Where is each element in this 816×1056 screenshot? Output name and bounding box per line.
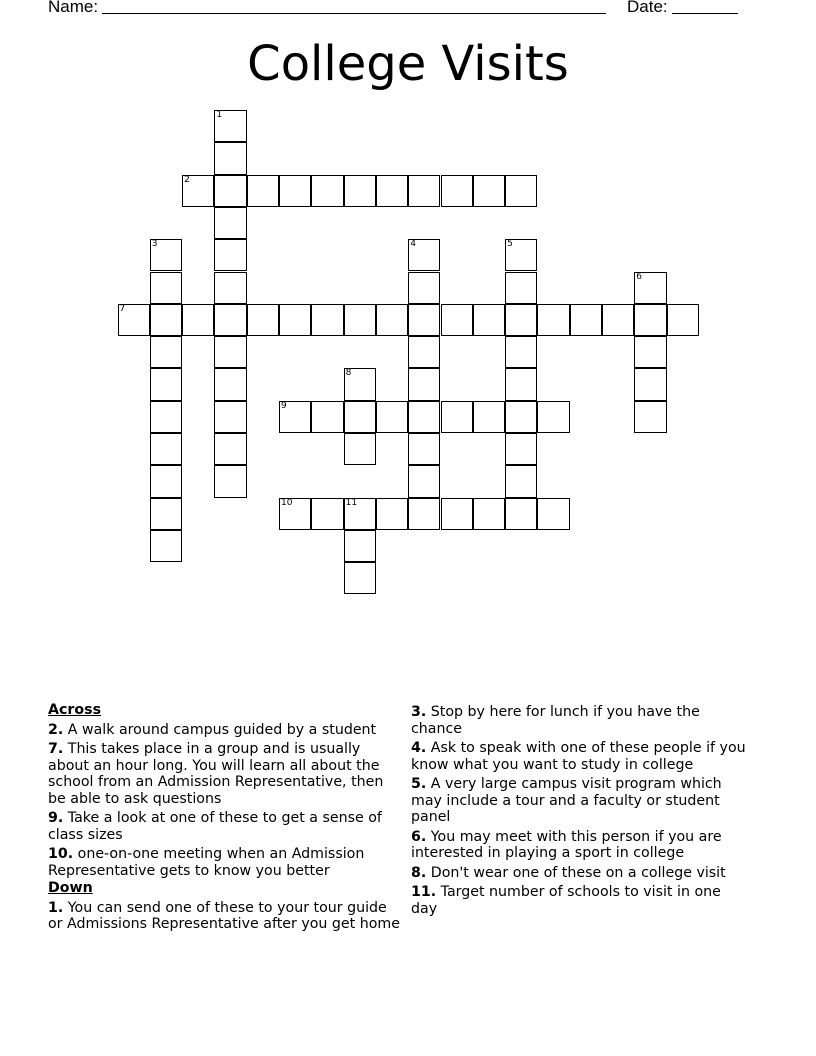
clue-number-label: 5. [411, 776, 427, 792]
grid-cell[interactable] [408, 465, 440, 497]
grid-cell-3[interactable] [150, 239, 182, 271]
grid-cell[interactable] [376, 498, 408, 530]
puzzle-title: College Visits [247, 36, 569, 92]
grid-cell[interactable] [634, 336, 666, 368]
clue-number: 5 [507, 239, 513, 250]
clue-number-label: 10. [48, 846, 74, 862]
grid-cell[interactable] [441, 498, 473, 530]
grid-cell[interactable] [182, 304, 214, 336]
grid-cell[interactable] [441, 304, 473, 336]
clue-number: 3 [151, 239, 158, 250]
clues-column-left [48, 701, 404, 933]
grid-cell[interactable] [214, 239, 246, 271]
grid-cell[interactable] [279, 175, 311, 207]
grid-cell[interactable] [537, 498, 569, 530]
clue-text: Take a look at one of these to get a sense of class sizes [48, 810, 382, 843]
grid-cell[interactable] [634, 368, 666, 400]
clue-text: one-on-one meeting when an Admission Representative gets to know you better [48, 846, 365, 879]
grid-cell[interactable] [311, 498, 343, 530]
clue-text: You can send one of these to your tour guide or Admissions Representative after you get home [48, 899, 400, 932]
clue-text: Target number of schools to visit in one day [411, 884, 721, 917]
grid-cell[interactable] [311, 175, 343, 207]
name-label: Name: [48, 0, 99, 16]
grid-cell[interactable] [408, 401, 440, 433]
clue-number: 11 [345, 497, 358, 508]
grid-cell[interactable] [408, 272, 440, 304]
grid-cell[interactable] [634, 401, 666, 433]
grid-cell[interactable] [537, 304, 569, 336]
down-clue [411, 704, 751, 737]
grid-cell[interactable] [441, 175, 473, 207]
grid-cell[interactable] [408, 175, 440, 207]
across-clue [48, 741, 404, 807]
grid-cell[interactable] [408, 304, 440, 336]
clue-number: 4 [410, 239, 416, 250]
down-clue [411, 740, 751, 773]
grid-cell-4[interactable] [408, 239, 440, 271]
clue-number-label: 2. [48, 721, 64, 738]
grid-cell[interactable] [441, 401, 473, 433]
grid-cell[interactable] [344, 304, 376, 336]
grid-cell[interactable] [344, 530, 376, 562]
down-clue [411, 829, 751, 862]
grid-cell[interactable] [344, 562, 376, 594]
clue-number-label: 3. [411, 704, 427, 720]
down-clue-list [48, 900, 404, 933]
clue-number-label: 8. [411, 864, 427, 881]
grid-cell-11[interactable] [344, 498, 376, 530]
grid-cell[interactable] [150, 401, 182, 433]
grid-cell[interactable] [634, 304, 666, 336]
grid-cell[interactable] [214, 304, 246, 336]
clue-text: A very large campus visit program which may include a tour and a faculty or student panel [411, 776, 722, 825]
grid-cell-6[interactable] [634, 272, 666, 304]
clue-text: Stop by here for lunch if you have the chance [411, 704, 700, 737]
grid-cell[interactable] [505, 304, 537, 336]
name-field[interactable] [48, 0, 606, 17]
clue-number-label: 4. [411, 740, 427, 756]
grid-cell[interactable] [505, 368, 537, 400]
grid-cell-1[interactable] [214, 110, 246, 142]
grid-cell[interactable] [570, 304, 602, 336]
clue-number: 8 [345, 368, 352, 379]
clue-number-label: 7. [48, 741, 64, 757]
clue-text: You may meet with this person if you are interested in playing a sport in college [411, 828, 722, 861]
clue-number: 10 [281, 497, 293, 508]
grid-cell[interactable] [279, 304, 311, 336]
grid-cell[interactable] [247, 304, 279, 336]
grid-cell[interactable] [505, 272, 537, 304]
across-clue [48, 846, 404, 879]
grid-cell[interactable] [667, 304, 699, 336]
clue-number-label: 1. [48, 899, 64, 916]
clue-text: A walk around campus guided by a student [63, 721, 377, 738]
grid-cell[interactable] [150, 272, 182, 304]
grid-cell[interactable] [376, 401, 408, 433]
grid-cell[interactable] [150, 336, 182, 368]
across-heading: Across [48, 702, 102, 718]
grid-cell-8[interactable] [344, 368, 376, 400]
grid-cell[interactable] [150, 530, 182, 562]
grid-cell[interactable] [505, 465, 537, 497]
grid-cell[interactable] [150, 498, 182, 530]
grid-cell[interactable] [505, 433, 537, 465]
across-clue [48, 810, 404, 843]
grid-cell[interactable] [473, 175, 505, 207]
clue-text: Don't wear one of these on a college visit [426, 864, 726, 881]
grid-cell[interactable] [214, 207, 246, 239]
down-clue [411, 884, 751, 917]
grid-cell[interactable] [408, 433, 440, 465]
grid-cell[interactable] [602, 304, 634, 336]
grid-cell[interactable] [344, 433, 376, 465]
date-blank-line[interactable] [672, 0, 738, 14]
date-field[interactable] [627, 0, 738, 17]
clue-number: 7 [119, 303, 126, 314]
down-clue-list-continued [411, 704, 751, 917]
grid-cell[interactable] [505, 498, 537, 530]
grid-cell[interactable] [214, 433, 246, 465]
grid-cell[interactable] [537, 401, 569, 433]
grid-cell[interactable] [473, 304, 505, 336]
clue-number-label: 9. [48, 810, 64, 826]
clue-number: 1 [216, 110, 223, 120]
grid-cell[interactable] [408, 368, 440, 400]
grid-cell[interactable] [150, 368, 182, 400]
clue-text: This takes place in a group and is usually about an hour long. You will learn all about the school from an Admission Representative, then be able to ask questions [48, 741, 384, 807]
grid-cell[interactable] [505, 336, 537, 368]
grid-cell[interactable] [505, 401, 537, 433]
down-clue [411, 776, 751, 826]
grid-cell[interactable] [376, 175, 408, 207]
clue-number: 6 [636, 271, 643, 282]
clue-number-label: 11. [411, 884, 437, 900]
clue-text: Ask to speak with one of these people if you know what you want to study in college [411, 740, 746, 773]
grid-cell[interactable] [214, 175, 246, 207]
grid-cell[interactable] [150, 304, 182, 336]
grid-cell-9[interactable] [279, 401, 311, 433]
grid-cell[interactable] [408, 498, 440, 530]
grid-cell[interactable] [473, 498, 505, 530]
grid-cell-2[interactable] [182, 175, 214, 207]
grid-cell[interactable] [408, 336, 440, 368]
grid-cell[interactable] [214, 272, 246, 304]
grid-cell[interactable] [150, 465, 182, 497]
grid-cell[interactable] [214, 368, 246, 400]
down-clue [411, 865, 751, 882]
grid-cell[interactable] [214, 142, 246, 174]
grid-cell[interactable] [376, 304, 408, 336]
grid-cell[interactable] [344, 175, 376, 207]
clue-number-label: 6. [411, 828, 427, 845]
clue-number: 2 [184, 174, 190, 185]
grid-cell-5[interactable] [505, 239, 537, 271]
grid-cell-7[interactable] [118, 304, 150, 336]
grid-cell[interactable] [311, 304, 343, 336]
grid-cell[interactable] [344, 401, 376, 433]
grid-cell[interactable] [214, 336, 246, 368]
date-label: Date: [627, 0, 668, 16]
grid-cell-10[interactable] [279, 498, 311, 530]
down-heading: Down [48, 880, 93, 896]
grid-cell[interactable] [214, 465, 246, 497]
across-clue [48, 722, 404, 739]
grid-cell[interactable] [150, 433, 182, 465]
clue-number: 9 [281, 400, 287, 411]
down-clue [48, 900, 404, 933]
across-clue-list [48, 722, 404, 880]
grid-cell[interactable] [214, 401, 246, 433]
clues-column-right [411, 701, 751, 917]
grid-cell[interactable] [505, 175, 537, 207]
grid-cell[interactable] [473, 401, 505, 433]
grid-cell[interactable] [247, 175, 279, 207]
name-blank-line[interactable] [102, 0, 606, 14]
grid-cell[interactable] [311, 401, 343, 433]
